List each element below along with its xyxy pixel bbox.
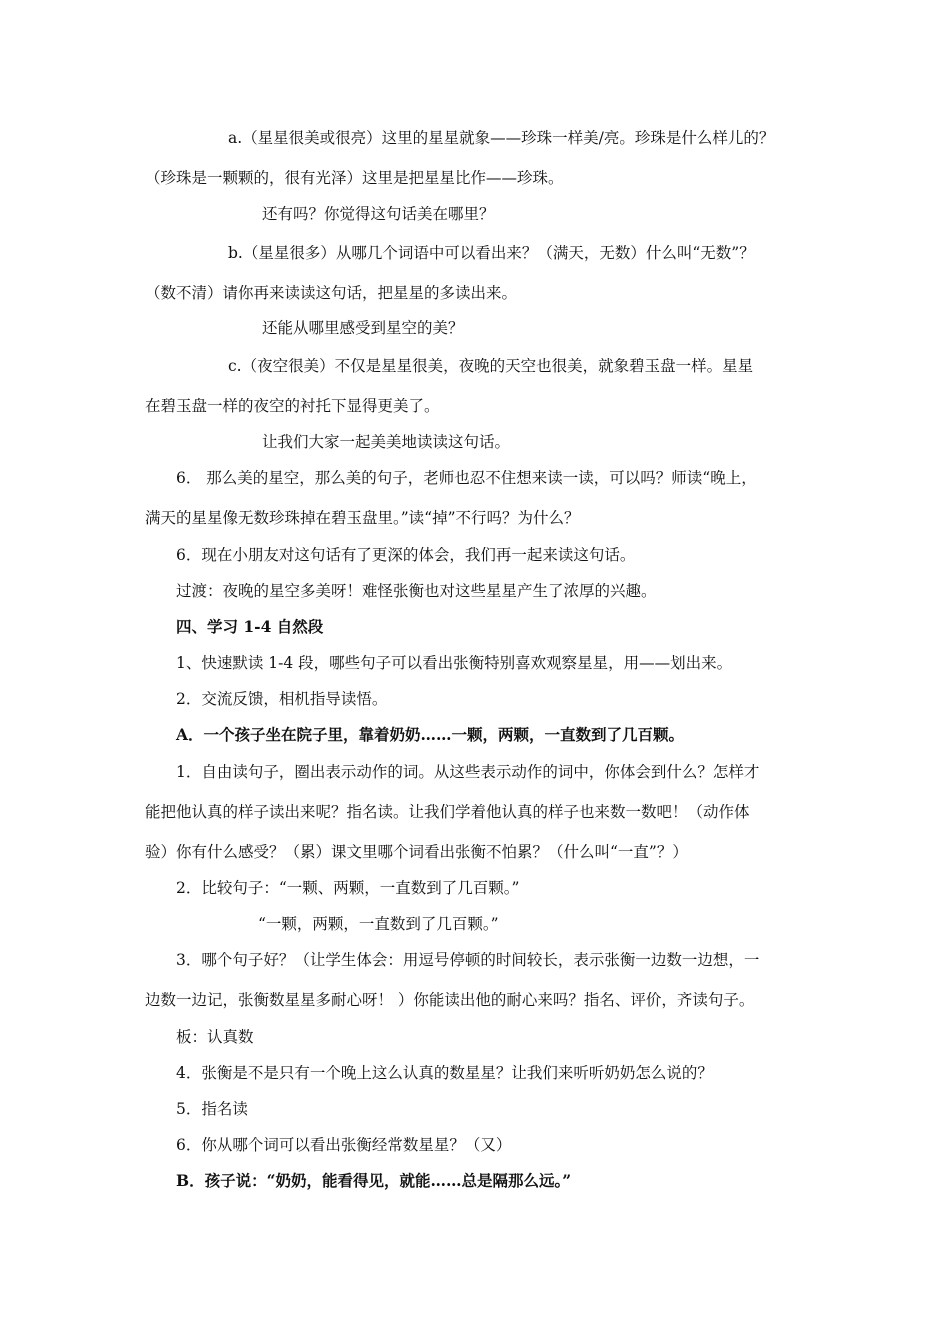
text-line: （珍珠是一颗颗的，很有光泽）这里是把星星比作——珍珠。 [145, 169, 564, 187]
text-line: 板：认真数 [176, 1028, 254, 1046]
text-line: 5．指名读 [176, 1100, 248, 1118]
text-line: b.（星星很多）从哪几个词语中可以看出来？（满天，无数）什么叫“无数”？ [228, 244, 755, 262]
text-line: 还能从哪里感受到星空的美？ [262, 319, 464, 337]
text-line: 边数一边记，张衡数星星多耐心呀！ ）你能读出他的耐心来吗？指名、评价，齐读句子。 [145, 991, 755, 1009]
text-line: 能把他认真的样子读出来呢？指名读。让我们学着他认真的样子也来数一数吧！（动作体 [145, 803, 750, 821]
text-line: 在碧玉盘一样的夜空的衬托下显得更美了。 [145, 397, 440, 415]
text-line: a.（星星很美或很亮）这里的星星就象——珍珠一样美/亮。珍珠是什么样儿的？ [228, 129, 775, 147]
text-line: 2．比较句子：“一颗、两颗，一直数到了几百颗。” [176, 879, 520, 897]
text-line: 6．你从哪个词可以看出张衡经常数星星？（又） [176, 1136, 512, 1154]
text-line: （数不清）请你再来读读这句话，把星星的多读出来。 [145, 284, 518, 302]
quoted-sentence-b: B．孩子说：“奶奶，能看得见，就能……总是隔那么远。” [176, 1171, 572, 1190]
section-heading: 四、学习 1-4 自然段 [176, 617, 324, 636]
text-line: 验）你有什么感受？（累）课文里哪个词看出张衡不怕累？（什么叫“一直”？） [145, 843, 688, 861]
text-line: c.（夜空很美）不仅是星星很美，夜晚的天空也很美，就象碧玉盘一样。星星 [228, 357, 754, 375]
quoted-sentence-a: A．一个孩子坐在院子里，靠着奶奶……一颗，两颗，一直数到了几百颗。 [176, 725, 685, 744]
text-line: 1．自由读句子，圈出表示动作的词。从这些表示动作的词中，你体会到什么？怎样才 [176, 763, 760, 781]
text-line: 还有吗？你觉得这句话美在哪里？ [262, 205, 495, 223]
text-line: 3．哪个句子好？（让学生体会：用逗号停顿的时间较长，表示张衡一边数一边想，一 [176, 951, 760, 969]
text-line: 2．交流反馈，相机指导读悟。 [176, 690, 388, 708]
text-line: 6． 那么美的星空，那么美的句子，老师也忍不住想来读一读，可以吗？师读“晚上， [176, 469, 757, 487]
text-line: 1、快速默读 1-4 段，哪些句子可以看出张衡特别喜欢观察星星，用——划出来。 [176, 654, 733, 672]
text-line: 满天的星星像无数珍珠掉在碧玉盘里。”读“掉”不行吗？为什么？ [145, 509, 580, 527]
text-line: 让我们大家一起美美地读读这句话。 [262, 433, 511, 451]
text-line: “一颗，两颗，一直数到了几百颗。” [258, 915, 499, 933]
text-line: 4．张衡是不是只有一个晚上这么认真的数星星？让我们来听听奶奶怎么说的？ [176, 1064, 713, 1082]
text-line: 6．现在小朋友对这句话有了更深的体会，我们再一起来读这句话。 [176, 546, 636, 564]
text-line: 过渡：夜晚的星空多美呀！难怪张衡也对这些星星产生了浓厚的兴趣。 [176, 582, 657, 600]
